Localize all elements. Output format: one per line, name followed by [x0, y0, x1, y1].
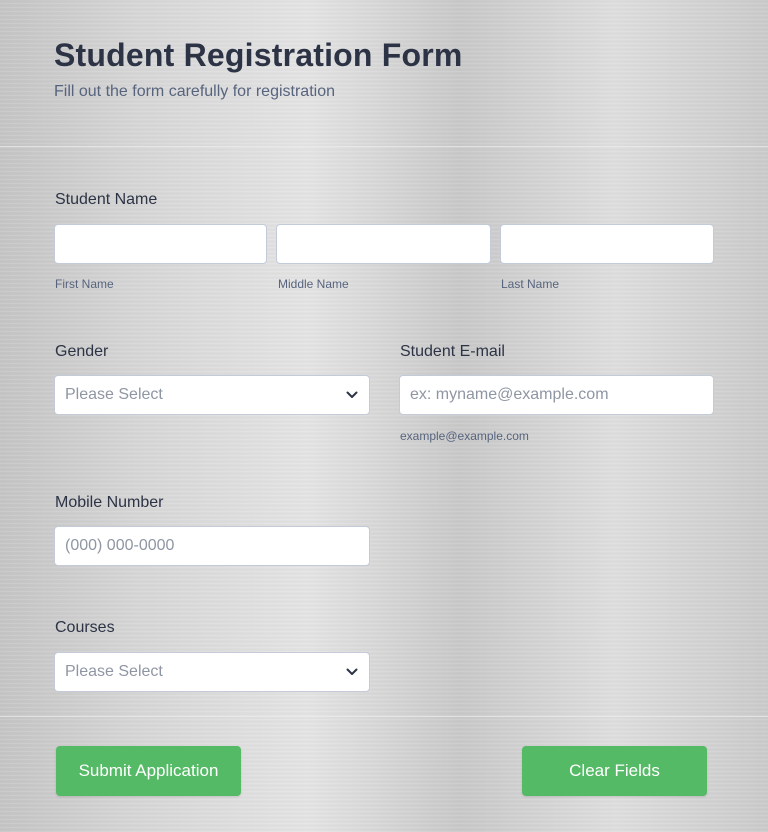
submit-application-button[interactable]: Submit Application	[56, 746, 241, 796]
mobile-placeholder: (000) 000-0000	[65, 537, 175, 554]
last-name-input[interactable]	[500, 224, 714, 264]
mobile-input[interactable]	[54, 526, 370, 566]
middle-name-input[interactable]	[276, 224, 491, 264]
form-header	[54, 36, 463, 102]
clear-fields-button[interactable]: Clear Fields	[522, 746, 707, 796]
email-placeholder: ex: myname@example.com	[410, 386, 609, 403]
first-name-sublabel: First Name	[55, 277, 114, 291]
form-title: Student Registration Form	[54, 37, 463, 73]
gender-selected-value: Please Select	[65, 386, 163, 403]
email-input[interactable]	[399, 375, 714, 415]
chevron-down-icon	[345, 388, 359, 402]
gender-label: Gender	[55, 343, 109, 360]
form-subtitle: Fill out the form carefully for registration	[54, 83, 335, 100]
header-divider	[0, 146, 768, 147]
mobile-label: Mobile Number	[55, 494, 164, 511]
email-sublabel: example@example.com	[400, 429, 529, 443]
middle-name-sublabel: Middle Name	[278, 277, 349, 291]
courses-selected-value: Please Select	[65, 663, 163, 680]
footer-divider	[0, 716, 768, 717]
courses-label: Courses	[55, 619, 115, 636]
gender-select[interactable]	[54, 375, 370, 415]
chevron-down-icon	[345, 665, 359, 679]
courses-select[interactable]	[54, 652, 370, 692]
email-label: Student E-mail	[400, 343, 505, 360]
student-name-label: Student Name	[55, 191, 158, 208]
last-name-sublabel: Last Name	[501, 277, 560, 291]
first-name-input[interactable]	[54, 224, 267, 264]
